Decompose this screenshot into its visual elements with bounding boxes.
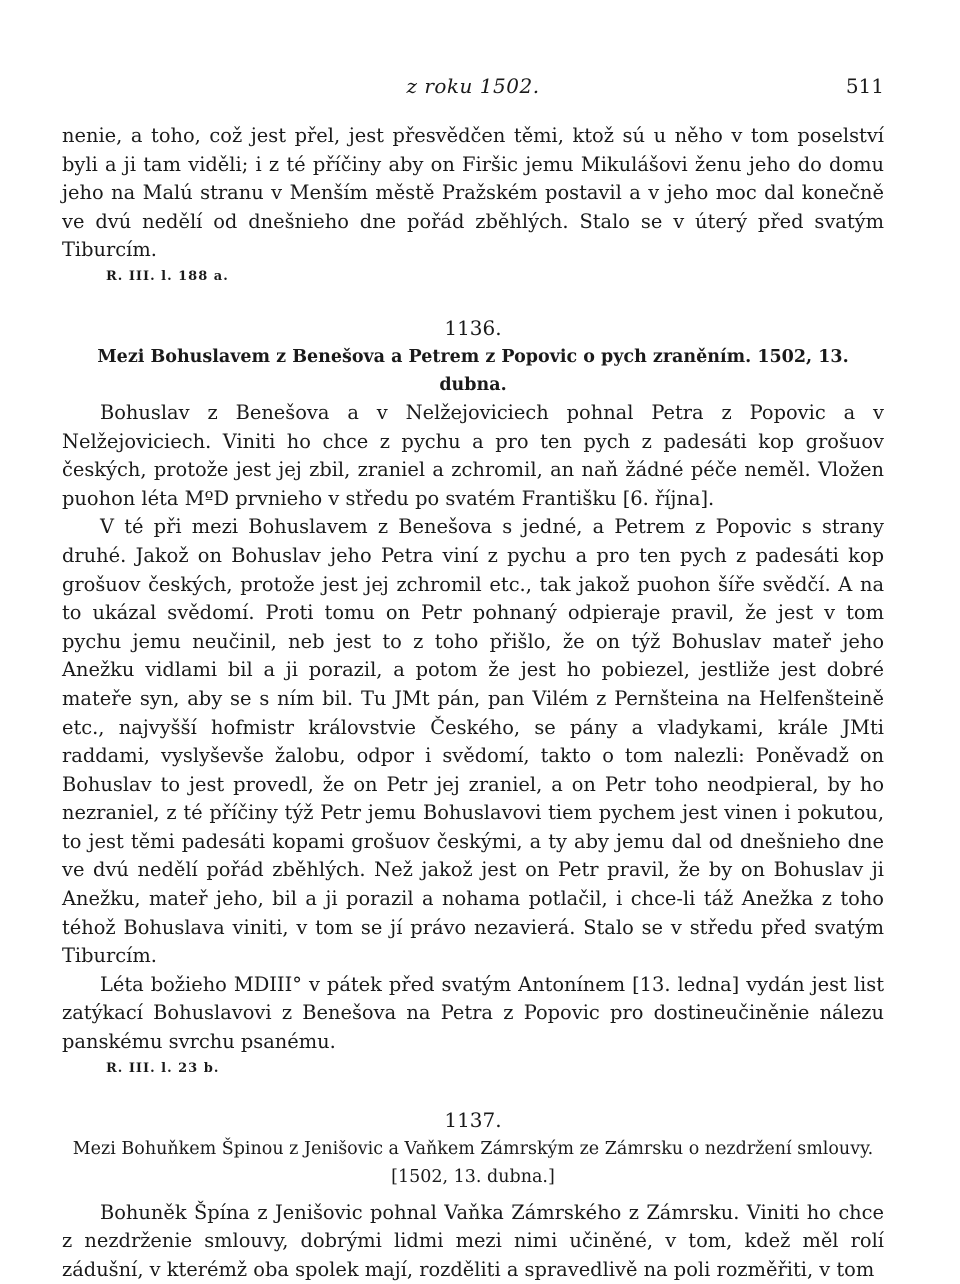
page-header (62, 74, 884, 104)
entry-date-1137: [1502, 13. dubna.] (391, 1166, 555, 1187)
entry-paragraph: V té při mezi Bohuslavem z Benešova s jedné, a Petrem z Popovic s strany druhé. Jakož on Bohuslav jeho Petra viní z pychu a pro ten pych z padesáti kop grošuov českých, protože jest jej zchromil etc., tak jakož puohon šíře svědčí. A na to ukázal svědomí. Proti tomu on Petr pohnaný odpieraje pravil, že jest v tom pychu jemu neučinil, neb jest to z toho přišlo, že on týž Bohuslav mateř jeho Anežku vidlami bil a ji porazil, a potom že jest ho pobiezel, jestliže jest dobré mateře syn, aby se s ním bil. Tu JMt pán, pan Vilém z Pernšteina na Helfenšteině etc., najvyšší hofmistr královstvie Českého, se pány a vladykami, krále JMti raddami, vyslyševše žalobu, odpor i svědomí, takto o tom nalezli: Poněvadž on Bohuslav to jest provedl, že on Petr jej zraniel, a on Petr toho neodpieral, by ho nezraniel, z té příčiny týž Petr jemu Bohuslavovi tiem pychem jest vinen i pokutou, to jest těmi padesáti kopami grošuov českými, a ty aby jemu dal od dnešnieho dne ve dvú nedělí pořád zběhlých. Než jakož jest on Petr pravil, že by on Bohuslav ji Anežku, mateř jeho, bil a ji porazil a nohama potlačil, i chce-li táž Anežka z toho téhož Bohuslava viniti, v tom se jí právo nezavierá. Stalo se v středu před svatým Tiburcím. (62, 515, 884, 968)
running-title: z roku 1502. (406, 74, 540, 98)
source-reference: R. III. l. 23 b. (106, 1060, 220, 1076)
source-reference: R. III. l. 188 a. (106, 268, 229, 284)
entry-summary-1137: Mezi Bohuňkem Špinou z Jenišovic a Vaňkem Zámrským ze Zámrsku o nezdržení smlouvy. (72, 1138, 874, 1159)
continued-paragraph: nenie, a toho, což jest přel, jest přesvědčen těmi, ktož sú u něho v tom poselství byli a ji tam viděli; i z té příčiny aby on Firšic jemu Mikulášovi ženu jeho do domu jeho na Malú stranu v Menším městě Pražském postavil a v jeho moc dal konečně ve dvú nedělí od dnešnieho dne pořád zběhlých. Stalo se v úterý před svatým Tiburcím. (62, 124, 884, 262)
entry-number-1136: 1136. (444, 315, 502, 340)
entry-summary-1136: Mezi Bohuslavem z Benešova a Petrem z Popovic o pych zraněním. 1502, 13. dubna. (97, 346, 849, 395)
entry-paragraph: Bohuslav z Benešova a v Nelžejoviciech pohnal Petra z Popovic a v Nelžejoviciech. Viniti ho chce z pychu a pro ten pych z padesáti kop grošuov českých, protože jest jej zbil, zraniel a zchromil, an naň žádné péče neměl. Vložen puohon léta MºD prvnieho v středu po svatém Františku [6. října]. (62, 400, 884, 510)
page-body (62, 122, 884, 1284)
entry-number-1137: 1137. (444, 1107, 502, 1132)
entry-paragraph: Bohuněk Špína z Jenišovic pohnal Vaňka Zámrského z Zámrsku. Viniti ho chce z nezdrženie smlouvy, dobrými lidmi mezi nimi učiněné, v tom, kdež měl rolí zádušní, v kterémž oba spolek mají, rozděliti a spravedlivě na poli rozměřiti, v tom (62, 1200, 884, 1281)
entry-paragraph: Léta božieho MDIII° v pátek před svatým Antonínem [13. ledna] vydán jest list zatýkací Bohuslavovi z Benešova na Petra z Popovic pro dostineučiněnie nálezu panskému svrchu psanému. (62, 972, 884, 1054)
page-number: 511 (845, 74, 884, 98)
